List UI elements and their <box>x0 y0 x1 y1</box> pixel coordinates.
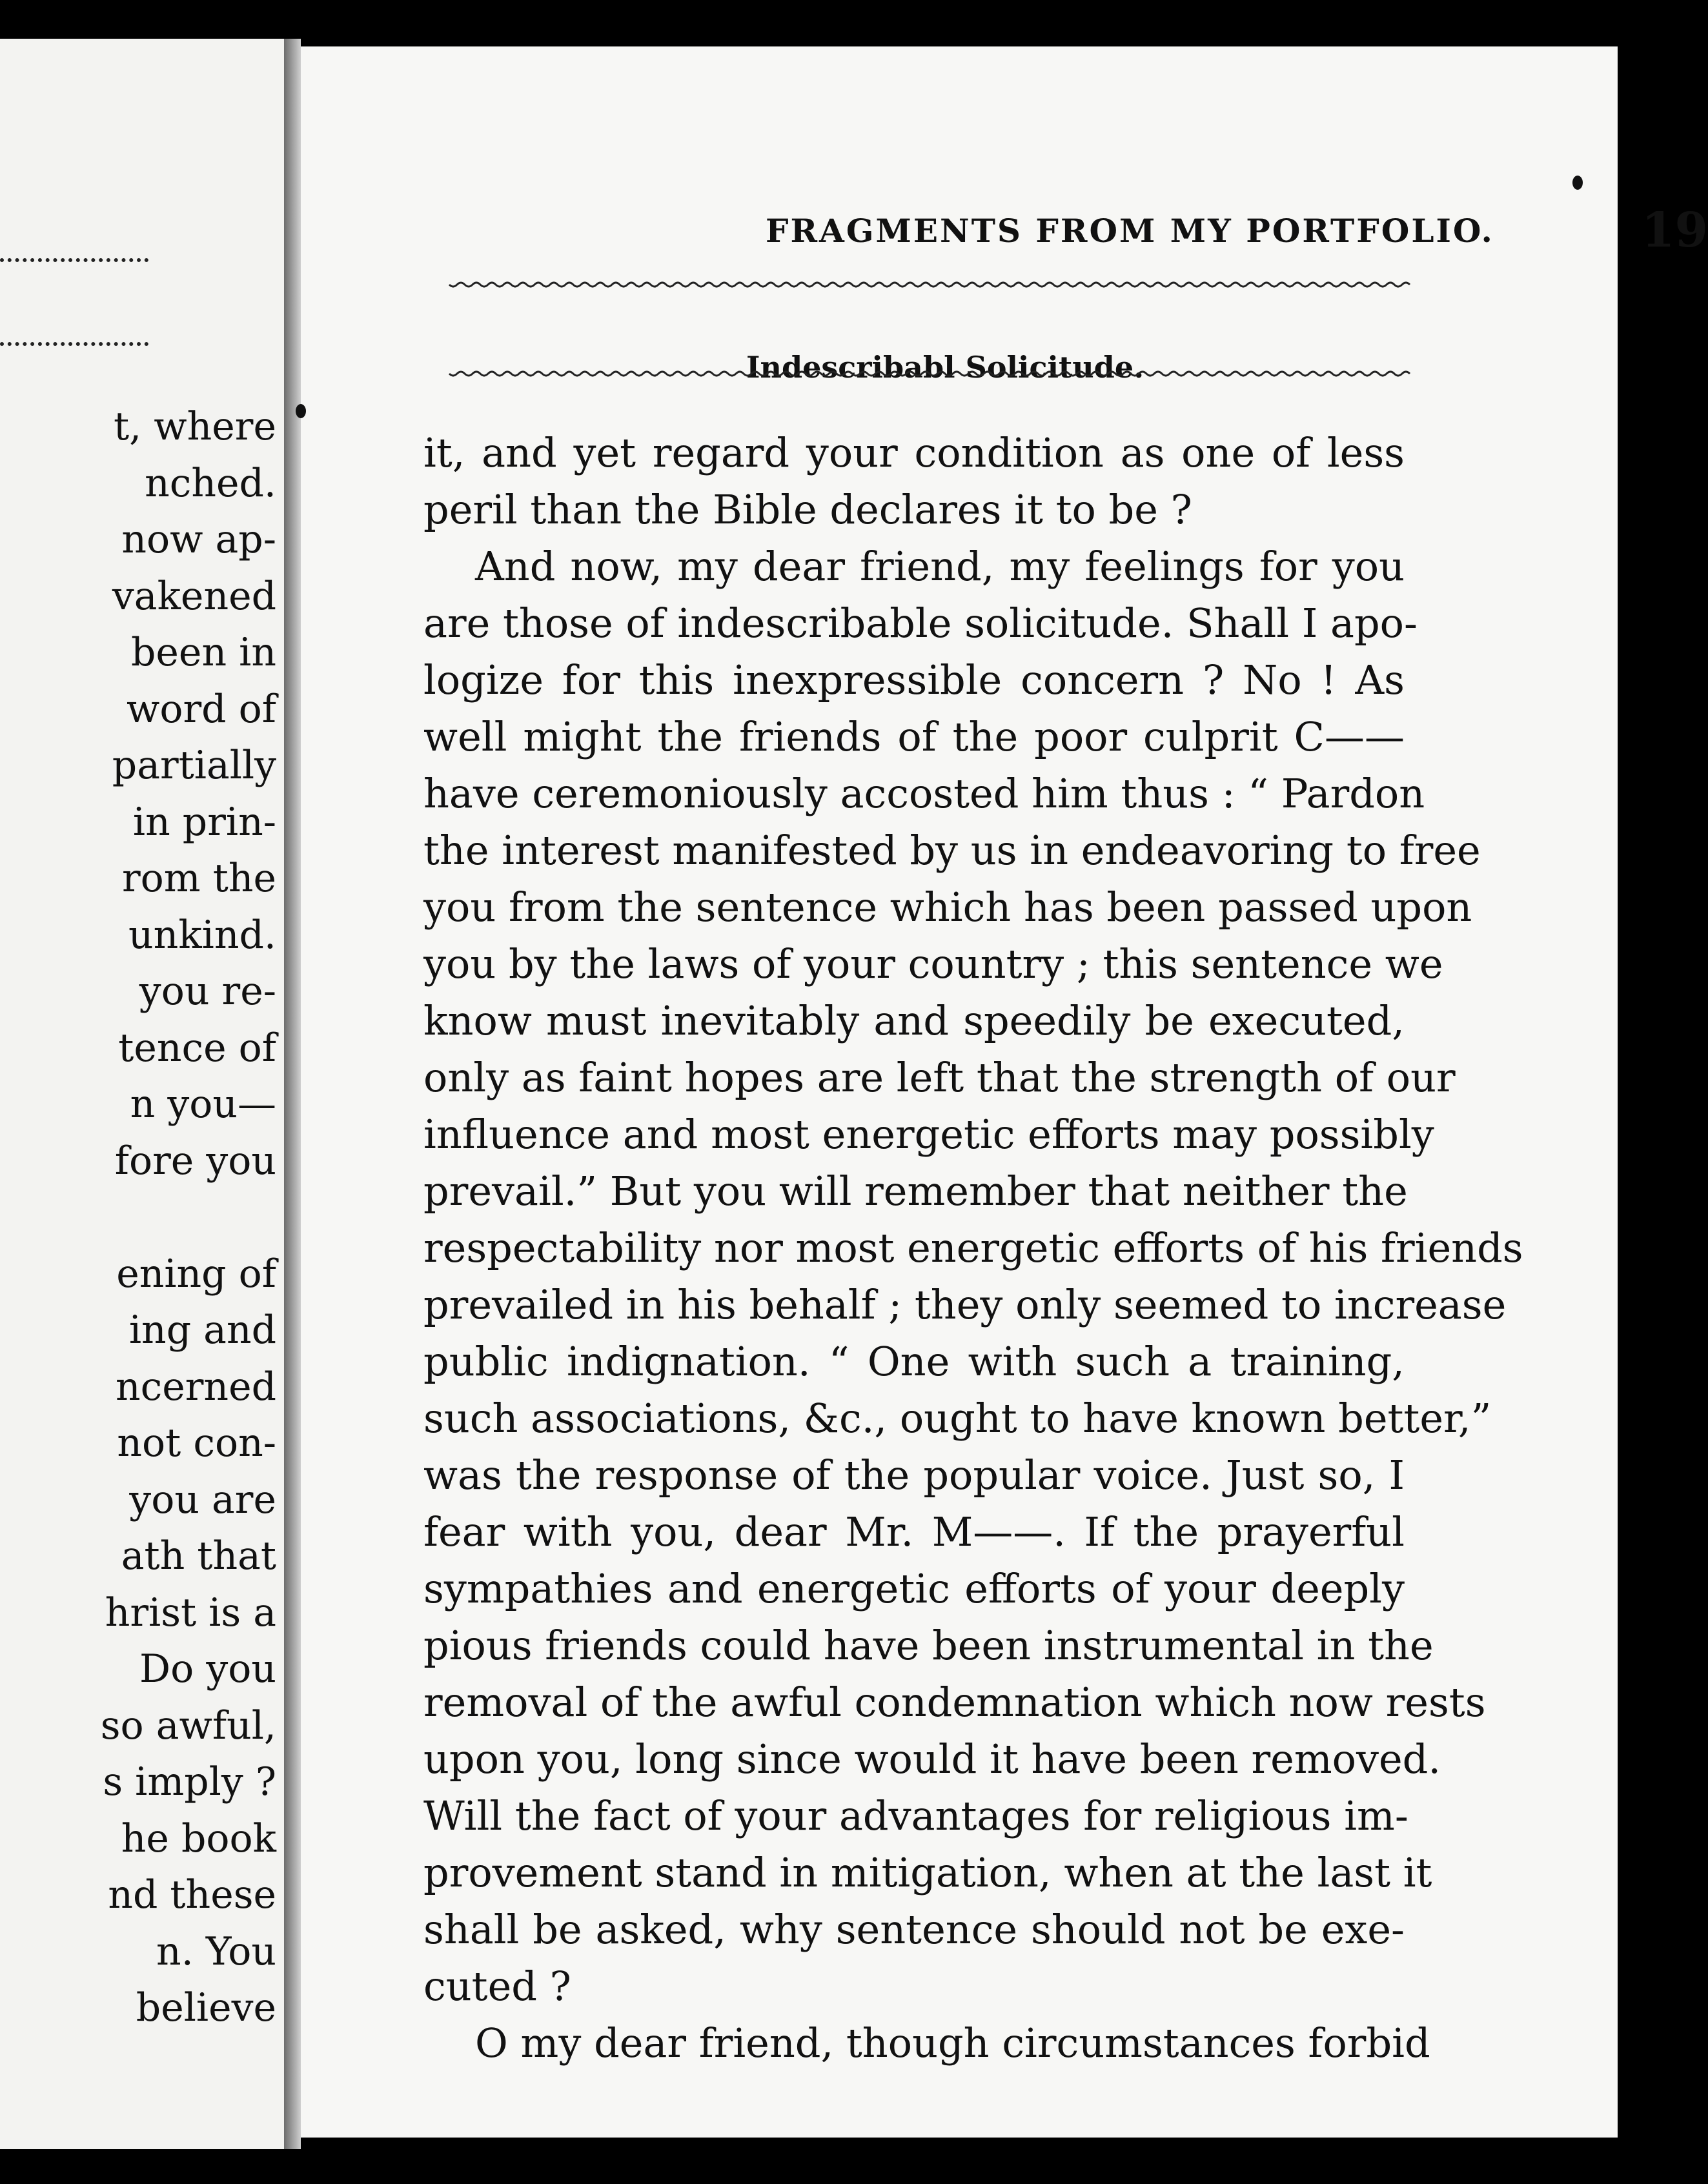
left-page-line: partially <box>112 743 276 788</box>
left-page-line: you are <box>129 1477 276 1522</box>
body-line: only as faint hopes are left that the strength of our <box>423 1054 1456 1101</box>
left-page-line: hrist is a <box>105 1590 276 1635</box>
body-line: prevailed in his behalf ; they only seemed to increase <box>423 1281 1507 1328</box>
left-page-line: unkind. <box>128 912 276 958</box>
body-line: upon you, long since would it have been removed. <box>423 1735 1441 1783</box>
body-line: was the response of the popular voice. Just so, I <box>423 1451 1405 1499</box>
left-page-line: Do you <box>139 1646 276 1692</box>
left-page-line: nched. <box>145 460 276 506</box>
body-line: you from the sentence which has been passed upon <box>423 884 1472 931</box>
body-line: such associations, &c., ought to have known better,” <box>423 1395 1492 1442</box>
body-line: Will the fact of your advantages for religious im- <box>423 1792 1408 1839</box>
left-page-line: n. You <box>156 1928 276 1974</box>
body-line: sympathies and energetic efforts of your deeply <box>423 1565 1405 1612</box>
section-subheader: Indescribabl Solicitude. <box>746 350 1144 385</box>
ink-spot-mark <box>296 404 306 418</box>
body-line: logize for this inexpressible concern ? No ! As <box>423 656 1405 703</box>
body-line: peril than the Bible declares it to be ? <box>423 486 1192 533</box>
left-page-line: believe <box>136 1985 276 2030</box>
left-facing-page <box>0 39 284 2149</box>
body-line: prevail.” But you will remember that neither the <box>423 1168 1408 1215</box>
left-page-line: ath that <box>121 1533 276 1579</box>
body-line: O my dear friend, though circumstances forbid <box>475 2019 1430 2067</box>
left-page-line: fore you <box>114 1138 276 1184</box>
running-title: FRAGMENTS FROM MY PORTFOLIO. <box>766 212 1494 250</box>
header-wavy-rule <box>449 280 1405 289</box>
left-page-line: ing and <box>128 1308 276 1353</box>
page-body-text <box>423 425 1523 2072</box>
left-page-line: you re- <box>139 969 276 1014</box>
left-page-line: been in <box>131 630 276 675</box>
left-page-line: nd these <box>108 1872 276 1917</box>
left-page-line: not con- <box>117 1421 276 1466</box>
left-page-line: n you— <box>130 1082 276 1127</box>
left-page-wavy-rule <box>0 258 148 262</box>
left-page-line: so awful, <box>100 1703 276 1748</box>
left-page-line: he book <box>121 1815 276 1861</box>
left-page-line <box>0 1189 276 1246</box>
body-line: influence and most energetic efforts may possibly <box>423 1111 1434 1158</box>
body-line: have ceremoniously accosted him thus : “ Pardon <box>423 770 1425 817</box>
body-line: public indignation. “ One with such a training, <box>423 1338 1405 1385</box>
body-line: shall be asked, why sentence should not be exe- <box>423 1906 1405 1953</box>
left-page-line: t, where <box>114 404 276 449</box>
body-line: fear with you, dear Mr. M——. If the prayerful <box>423 1508 1405 1555</box>
left-page-line: in prin- <box>132 799 276 845</box>
left-page-line: vakened <box>112 573 276 619</box>
body-line: cuted ? <box>423 1963 571 2010</box>
body-line: And now, my dear friend, my feelings for you <box>475 543 1405 590</box>
body-line: are those of indescribable solicitude. Shall I apo- <box>423 600 1418 647</box>
running-header <box>469 199 1708 270</box>
body-line: you by the laws of your country ; this sentence we <box>423 940 1443 987</box>
page-number: 19 <box>1642 203 1708 258</box>
left-page-line: rom the <box>121 856 276 901</box>
binding-gutter <box>284 39 301 2149</box>
ink-spot-mark <box>1572 176 1583 190</box>
subheader-wavy-rule <box>449 369 1405 378</box>
left-page-line: now ap- <box>121 517 276 562</box>
left-page-line: ncerned <box>116 1364 276 1410</box>
left-page-line: ening of <box>116 1251 276 1297</box>
left-page-line: word of <box>127 686 276 732</box>
left-page-line: s imply ? <box>103 1759 276 1805</box>
body-line: pious friends could have been instrumental in the <box>423 1622 1434 1669</box>
left-page-line: tence of <box>118 1025 276 1071</box>
body-line: well might the friends of the poor culprit C—— <box>423 713 1405 760</box>
body-line: know must inevitably and speedily be executed, <box>423 997 1405 1044</box>
right-book-page <box>301 46 1708 2138</box>
left-page-text-fragments <box>0 399 276 2037</box>
body-line: it, and yet regard your condition as one of less <box>423 429 1405 476</box>
body-line: removal of the awful condemnation which now rests <box>423 1679 1486 1726</box>
body-line: provement stand in mitigation, when at the last it <box>423 1849 1432 1896</box>
body-line: respectability nor most energetic efforts of his friends <box>423 1224 1523 1271</box>
body-line: the interest manifested by us in endeavoring to free <box>423 827 1481 874</box>
left-page-wavy-rule <box>0 342 148 346</box>
